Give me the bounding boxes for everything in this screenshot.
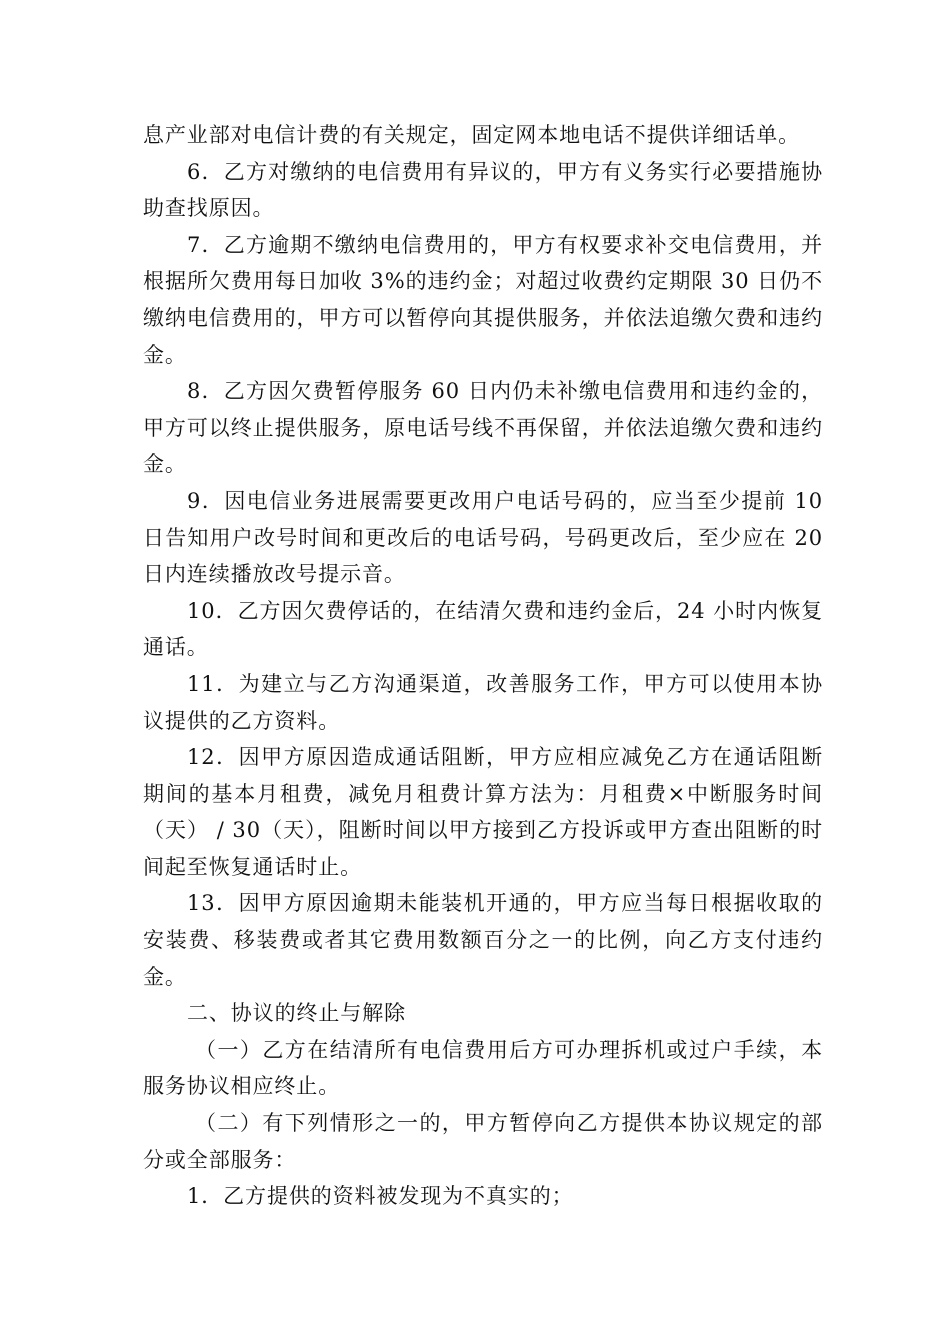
paragraph-item-13: 13．因甲方原因逾期未能装机开通的，甲方应当每日根据收取的安装费、移装费或者其它费用数额百分之一的比例，向乙方支付违约金。 xyxy=(143,891,823,989)
document-body xyxy=(143,117,823,1215)
subsection-2: （二）有下列情形之一的，甲方暂停向乙方提供本协议规定的部分或全部服务： xyxy=(143,1111,823,1172)
paragraph-item-11: 11．为建立与乙方沟通渠道，改善服务工作，甲方可以使用本协议提供的乙方资料。 xyxy=(143,671,823,733)
paragraph-item-6: 6．乙方对缴纳的电信费用有异议的，甲方有义务实行必要措施协助查找原因。 xyxy=(143,159,823,221)
paragraph-sub-item-1: 1．乙方提供的资料被发现为不真实的； xyxy=(187,1184,574,1209)
paragraph-item-10: 10．乙方因欠费停话的，在结清欠费和违约金后，24 小时内恢复通话。 xyxy=(143,598,823,660)
paragraph-item-12: 12．因甲方原因造成通话阻断，甲方应相应减免乙方在通话阻断期间的基本月租费，减免月租费计算方法为：月租费×中断服务时间（天） / 30（天），阻断时间以甲方接到乙方投诉或甲方查出阻断的时间起至恢复通话时止。 xyxy=(143,745,823,879)
paragraph-item-8: 8．乙方因欠费暂停服务 60 日内仍未补缴电信费用和违约金的，甲方可以终止提供服务，原电话号线不再保留，并依法追缴欠费和违约金。 xyxy=(143,379,823,477)
paragraph-continuation: 息产业部对电信计费的有关规定，固定网本地电话不提供详细话单。 xyxy=(143,123,800,147)
paragraph-item-9: 9．因电信业务进展需要更改用户电话号码的，应当至少提前 10 日告知用户改号时间和更改后的电话号码，号码更改后，至少应在 20 日内连续播放改号提示音。 xyxy=(143,488,823,587)
paragraph-item-7: 7．乙方逾期不缴纳电信费用的，甲方有权要求补交电信费用，并根据所欠费用每日加收 3%的违约金；对超过收费约定期限 30 日仍不缴纳电信费用的，甲方可以暂停向其提供服务，并依法追缴欠费和违约金。 xyxy=(143,232,823,367)
section-heading-termination: 二、协议的终止与解除 xyxy=(187,1001,406,1026)
subsection-1: （一）乙方在结清所有电信费用后方可办理拆机或过户手续，本服务协议相应终止。 xyxy=(143,1037,823,1099)
